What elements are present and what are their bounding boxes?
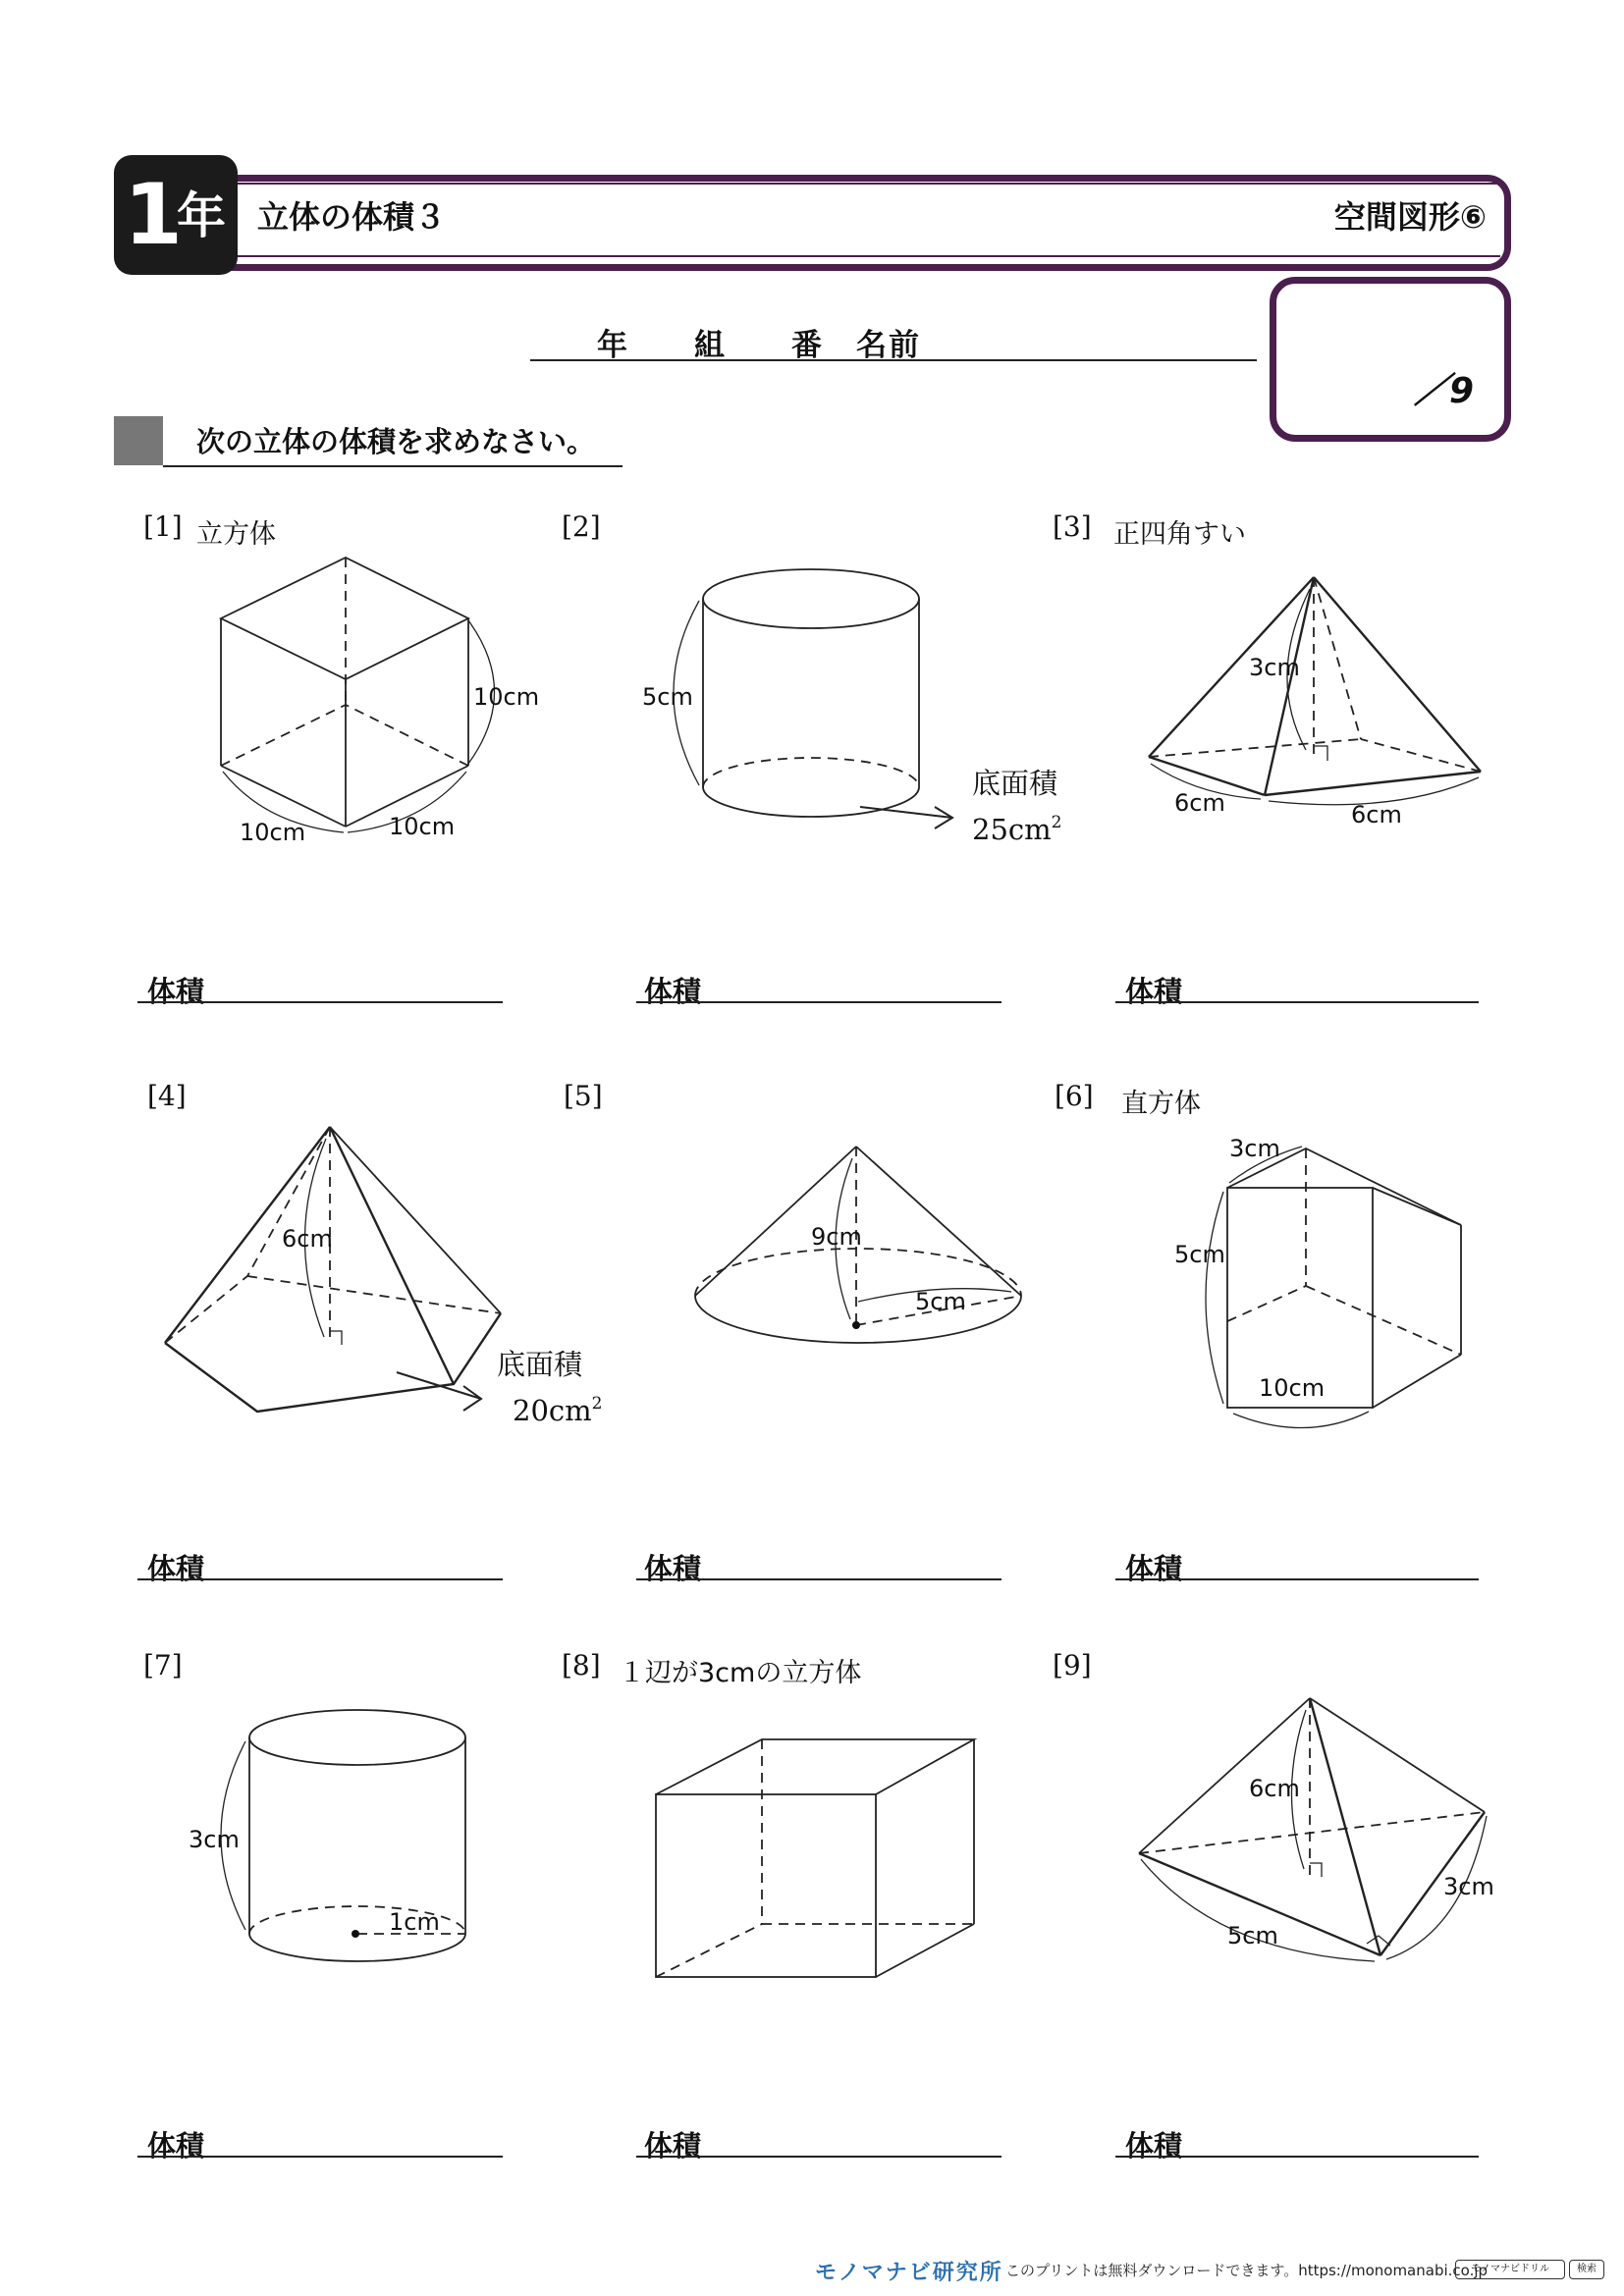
footer-logo: モノマナビ研究所 bbox=[815, 2261, 1003, 2285]
dim-label-2-height: 5cm bbox=[642, 683, 693, 711]
dim-label-5-radius: 5cm bbox=[915, 1288, 966, 1315]
answer-label-1: 体積 bbox=[147, 975, 205, 1008]
dim-label-6-height: 5cm bbox=[1174, 1241, 1225, 1268]
problem-number-2: [2] bbox=[562, 510, 601, 543]
dim-label-2-base-title: 底面積 bbox=[972, 767, 1058, 800]
footer-text: このプリントは無料ダウンロードできます。https://monomanabi.co.jp bbox=[1005, 2262, 1489, 2279]
dim-label-7-height: 3cm bbox=[189, 1826, 240, 1853]
answer-label-8: 体積 bbox=[644, 2129, 702, 2163]
dim-label-2-base-value: $25cm^2$ bbox=[972, 813, 1062, 846]
dim-label-9-right: 3cm bbox=[1443, 1873, 1494, 1900]
figure-cube-8 bbox=[656, 1739, 974, 1977]
dim-label-1-front: 10cm bbox=[389, 813, 456, 840]
dim-label-9-left: 5cm bbox=[1227, 1922, 1278, 1949]
answer-label-2: 体積 bbox=[644, 975, 702, 1008]
dim-label-7-radius: 1cm bbox=[389, 1908, 440, 1936]
problem-number-4: [4] bbox=[147, 1080, 187, 1112]
name-fields: 年 組 番 名前 bbox=[597, 328, 921, 363]
problem-number-9: [9] bbox=[1053, 1649, 1092, 1682]
footer-search-field: モノマナビドリル bbox=[1455, 2260, 1565, 2279]
problem-caption-3: 正四角すい bbox=[1113, 519, 1246, 550]
dim-label-1-right: 10cm bbox=[473, 683, 540, 711]
answer-label-6: 体積 bbox=[1125, 1552, 1183, 1585]
problem-number-6: [6] bbox=[1055, 1080, 1094, 1112]
unit-label: 空間図形⑥ bbox=[1333, 198, 1487, 236]
figure-pentagonal-pyramid-4 bbox=[165, 1127, 501, 1412]
figure-square-pyramid-3 bbox=[1149, 577, 1481, 805]
dim-label-6-depth: 3cm bbox=[1229, 1135, 1280, 1162]
answer-label-4: 体積 bbox=[147, 1552, 205, 1585]
dim-label-4-height: 6cm bbox=[282, 1225, 333, 1253]
answer-label-5: 体積 bbox=[644, 1552, 702, 1585]
problem-number-3: [3] bbox=[1053, 510, 1092, 543]
score-total: ／9 bbox=[1414, 371, 1475, 411]
figure-cube-1 bbox=[221, 558, 495, 832]
problem-number-1: [1] bbox=[143, 510, 183, 543]
answer-label-9: 体積 bbox=[1125, 2129, 1183, 2163]
answer-label-7: 体積 bbox=[147, 2129, 205, 2163]
dim-label-1-left: 10cm bbox=[240, 819, 306, 846]
figure-triangular-pyramid-9 bbox=[1139, 1698, 1487, 1961]
dim-label-6-width: 10cm bbox=[1259, 1374, 1326, 1402]
answer-label-3: 体積 bbox=[1125, 975, 1183, 1008]
figure-rect-prism-6 bbox=[1206, 1147, 1461, 1428]
worksheet-title: 立体の体積３ bbox=[257, 198, 447, 236]
dim-label-4-base-title: 底面積 bbox=[497, 1348, 583, 1381]
footer-search-button: 検索 bbox=[1569, 2260, 1604, 2279]
instruction-text: 次の立体の体積を求めなさい。 bbox=[196, 425, 596, 458]
figure-cylinder-2 bbox=[674, 569, 952, 828]
dim-label-4-base-value: $20cm^2$ bbox=[513, 1394, 603, 1427]
dim-label-3-left: 6cm bbox=[1174, 789, 1225, 817]
problem-caption-8: １辺が3cmの立方体 bbox=[619, 1658, 862, 1688]
problem-number-5: [5] bbox=[564, 1080, 603, 1112]
grade-unit: 年 bbox=[177, 187, 226, 244]
grade-number: 1 bbox=[124, 166, 183, 264]
dim-label-9-height: 6cm bbox=[1249, 1775, 1300, 1802]
dim-label-3-height: 3cm bbox=[1249, 654, 1300, 681]
dim-label-5-height: 9cm bbox=[811, 1223, 862, 1251]
problem-caption-6: 直方体 bbox=[1121, 1089, 1201, 1119]
problem-number-8: [8] bbox=[562, 1649, 601, 1682]
problem-caption-1: 立方体 bbox=[196, 519, 276, 550]
dim-label-3-right: 6cm bbox=[1351, 801, 1402, 828]
problem-number-7: [7] bbox=[143, 1649, 183, 1682]
